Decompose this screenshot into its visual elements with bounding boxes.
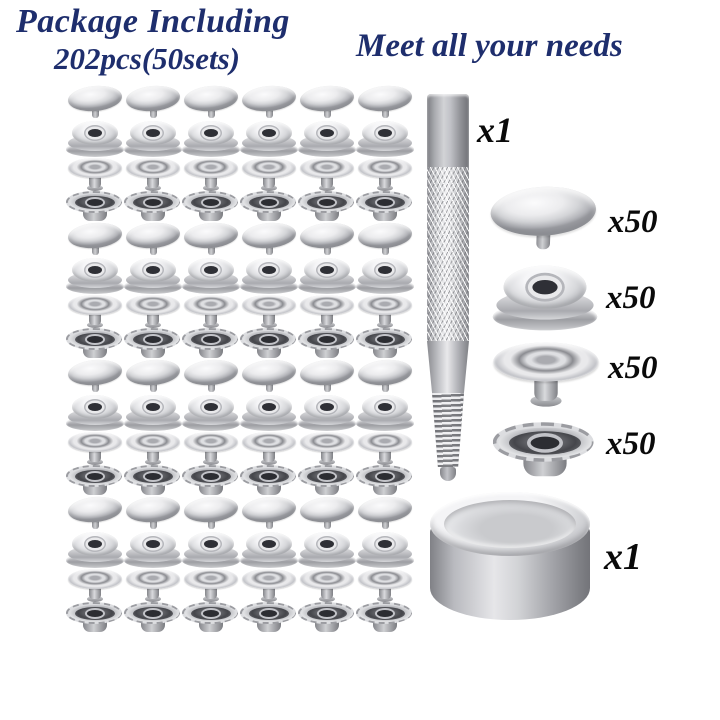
snap-cap xyxy=(183,360,239,394)
snap-grid-cell xyxy=(298,602,356,631)
snap-grid-cell xyxy=(66,121,124,157)
snap-grid-cell xyxy=(356,223,414,257)
snap-cap xyxy=(67,86,123,120)
snap-grid-cell xyxy=(356,295,414,327)
snap-grid-cell xyxy=(182,602,240,631)
snap-grid-cell xyxy=(240,86,298,120)
snap-grid-cell xyxy=(124,158,182,190)
snap-grid-cell xyxy=(298,497,356,531)
snap-cap xyxy=(357,360,413,394)
snap-stud xyxy=(358,158,412,191)
snap-eyelet xyxy=(240,191,298,223)
snap-socket xyxy=(298,121,356,157)
snap-eyelet xyxy=(182,465,240,497)
snap-socket xyxy=(240,395,298,431)
snap-stud xyxy=(242,569,296,602)
snap-grid-cell xyxy=(124,497,182,531)
snap-grid-cell xyxy=(182,328,240,357)
snap-grid-cell xyxy=(240,569,298,601)
snap-socket xyxy=(66,258,124,294)
snap-socket xyxy=(298,532,356,568)
snap-grid-cell xyxy=(240,602,298,631)
snap-eyelet xyxy=(493,422,597,480)
snap-socket xyxy=(182,532,240,568)
snap-grid-cell xyxy=(298,395,356,431)
snap-socket xyxy=(356,121,414,157)
snap-stud xyxy=(184,569,238,602)
snap-grid-cell xyxy=(240,191,298,220)
snap-cap xyxy=(183,497,239,531)
snap-grid-cell xyxy=(124,191,182,220)
snap-cap xyxy=(125,86,181,120)
snap-eyelet-large xyxy=(516,435,574,467)
snap-cap xyxy=(241,360,297,394)
snap-socket xyxy=(298,395,356,431)
snap-eyelet xyxy=(298,328,356,360)
die-qty-label: x1 xyxy=(604,536,642,578)
snap-socket xyxy=(124,395,182,431)
snap-grid-cell xyxy=(356,432,414,464)
snap-grid-cell xyxy=(182,258,240,294)
snap-stud xyxy=(300,569,354,602)
snap-grid-cell xyxy=(124,360,182,394)
snap-grid-cell xyxy=(182,223,240,257)
socket-qty-label: x50 xyxy=(606,280,656,316)
snap-grid-cell xyxy=(240,121,298,157)
snap-grid-cell xyxy=(124,121,182,157)
snap-stud xyxy=(184,158,238,191)
snap-socket xyxy=(356,532,414,568)
stud-qty-label: x50 xyxy=(608,350,658,386)
punch-tool xyxy=(427,94,469,484)
snap-stud xyxy=(300,295,354,328)
punch-neck xyxy=(427,341,469,393)
snap-stud xyxy=(300,432,354,465)
snap-grid-cell xyxy=(66,223,124,257)
snap-grid-cell xyxy=(66,191,124,220)
snap-grid-cell xyxy=(182,295,240,327)
snap-grid-cell xyxy=(298,532,356,568)
snap-socket xyxy=(356,395,414,431)
snap-eyelet xyxy=(240,328,298,360)
snap-cap xyxy=(183,86,239,120)
punch-qty-label: x1 xyxy=(477,110,513,150)
snap-grid-cell xyxy=(356,395,414,431)
snap-cap xyxy=(299,223,355,257)
snap-grid-cell xyxy=(240,328,298,357)
snap-cap xyxy=(67,497,123,531)
snap-grid-cell xyxy=(124,532,182,568)
snap-socket xyxy=(124,258,182,294)
snap-grid-cell xyxy=(182,432,240,464)
snap-cap xyxy=(241,223,297,257)
snap-grid-cell xyxy=(298,191,356,220)
snap-grid-cell xyxy=(298,258,356,294)
snap-grid-cell xyxy=(298,86,356,120)
snap-eyelet xyxy=(66,328,124,360)
snap-cap xyxy=(299,360,355,394)
snap-eyelet xyxy=(240,465,298,497)
snap-grid-cell xyxy=(240,395,298,431)
snap-grid-cell xyxy=(356,497,414,531)
snap-grid-cell xyxy=(182,360,240,394)
package-title: Package Including xyxy=(16,3,290,40)
snap-grid-cell xyxy=(124,569,182,601)
snap-cap xyxy=(67,223,123,257)
snap-grid-cell xyxy=(182,191,240,220)
snap-cap xyxy=(125,360,181,394)
snap-stud xyxy=(358,432,412,465)
snap-set-group xyxy=(66,360,416,494)
snap-socket xyxy=(356,258,414,294)
snap-grid-cell xyxy=(298,328,356,357)
snap-grid-cell xyxy=(124,395,182,431)
snap-grid-cell xyxy=(182,465,240,494)
snap-stud xyxy=(68,569,122,602)
snap-grid-cell xyxy=(298,432,356,464)
snap-socket xyxy=(124,121,182,157)
snap-grid-cell xyxy=(124,258,182,294)
snap-grid-cell xyxy=(356,360,414,394)
snap-grid-cell xyxy=(124,465,182,494)
snap-grid-cell xyxy=(356,158,414,190)
snap-grid xyxy=(66,86,416,634)
snap-socket xyxy=(240,121,298,157)
snap-cap xyxy=(241,497,297,531)
snap-grid-cell xyxy=(356,191,414,220)
snap-grid-cell xyxy=(124,328,182,357)
punch-handle xyxy=(427,94,469,167)
snap-eyelet xyxy=(66,191,124,223)
snap-stud xyxy=(300,158,354,191)
snap-eyelet xyxy=(124,328,182,360)
snap-socket xyxy=(298,258,356,294)
snap-socket xyxy=(240,258,298,294)
snap-grid-cell xyxy=(298,223,356,257)
snap-grid-cell xyxy=(240,223,298,257)
snap-grid-cell xyxy=(66,158,124,190)
snap-cap xyxy=(299,497,355,531)
snap-stud xyxy=(126,432,180,465)
snap-set-group xyxy=(66,497,416,631)
snap-grid-cell xyxy=(240,497,298,531)
snap-grid-cell xyxy=(66,569,124,601)
snap-cap xyxy=(67,360,123,394)
snap-cap xyxy=(357,223,413,257)
snap-cap xyxy=(241,86,297,120)
snap-grid-cell xyxy=(66,532,124,568)
snap-grid-cell xyxy=(124,295,182,327)
snap-grid-cell xyxy=(66,360,124,394)
snap-eyelet xyxy=(66,465,124,497)
snap-socket xyxy=(182,121,240,157)
snap-socket xyxy=(240,532,298,568)
snap-stud xyxy=(493,342,598,406)
snap-grid-cell xyxy=(356,121,414,157)
punch-knurl-grip xyxy=(427,167,469,341)
snap-socket-large xyxy=(516,280,574,316)
package-count: 202pcs(50sets) xyxy=(54,41,240,76)
base-die-tool xyxy=(430,492,590,628)
snap-set-group xyxy=(66,223,416,357)
snap-grid-cell xyxy=(66,258,124,294)
snap-stud xyxy=(68,295,122,328)
snap-eyelet xyxy=(298,465,356,497)
snap-eyelet xyxy=(356,191,414,223)
snap-eyelet xyxy=(240,602,298,634)
snap-grid-cell xyxy=(356,465,414,494)
snap-socket xyxy=(182,258,240,294)
snap-grid-cell xyxy=(356,328,414,357)
snap-grid-cell xyxy=(182,569,240,601)
snap-grid-cell xyxy=(356,86,414,120)
snap-grid-cell xyxy=(356,532,414,568)
snap-socket xyxy=(66,121,124,157)
snap-grid-cell xyxy=(124,86,182,120)
snap-socket xyxy=(493,266,597,331)
snap-grid-cell xyxy=(182,121,240,157)
snap-eyelet xyxy=(124,465,182,497)
snap-stud xyxy=(242,158,296,191)
slogan: Meet all your needs xyxy=(356,28,623,64)
snap-grid-cell xyxy=(66,497,124,531)
snap-eyelet xyxy=(124,602,182,634)
snap-stud xyxy=(184,295,238,328)
snap-socket xyxy=(124,532,182,568)
snap-socket xyxy=(66,395,124,431)
snap-grid-cell xyxy=(124,602,182,631)
snap-grid-cell xyxy=(240,295,298,327)
snap-eyelet xyxy=(356,465,414,497)
snap-cap xyxy=(357,86,413,120)
snap-eyelet xyxy=(298,602,356,634)
snap-stud xyxy=(126,158,180,191)
snap-eyelet xyxy=(182,328,240,360)
snap-grid-cell xyxy=(240,158,298,190)
snap-grid-cell xyxy=(66,86,124,120)
snap-stud xyxy=(358,569,412,602)
snap-cap-large xyxy=(515,203,571,237)
snap-grid-cell xyxy=(66,432,124,464)
snap-stud-large xyxy=(519,358,573,391)
snap-eyelet xyxy=(182,191,240,223)
snap-cap xyxy=(299,86,355,120)
snap-grid-cell xyxy=(240,465,298,494)
punch-tip xyxy=(440,467,456,481)
snap-grid-cell xyxy=(356,602,414,631)
snap-grid-cell xyxy=(240,258,298,294)
snap-cap xyxy=(487,185,598,255)
snap-grid-cell xyxy=(298,465,356,494)
base-die-dish xyxy=(444,500,576,548)
snap-grid-cell xyxy=(356,569,414,601)
eyelet-qty-label: x50 xyxy=(606,426,656,462)
snap-grid-cell xyxy=(240,360,298,394)
snap-cap xyxy=(125,497,181,531)
snap-stud xyxy=(242,295,296,328)
snap-grid-cell xyxy=(298,121,356,157)
snap-socket xyxy=(66,532,124,568)
snap-stud xyxy=(242,432,296,465)
snap-stud xyxy=(126,295,180,328)
snap-cap xyxy=(357,497,413,531)
snap-grid-cell xyxy=(66,395,124,431)
snap-grid-cell xyxy=(124,223,182,257)
snap-grid-cell xyxy=(298,295,356,327)
snap-grid-cell xyxy=(66,602,124,631)
snap-grid-cell xyxy=(182,497,240,531)
cap-qty-label: x50 xyxy=(608,204,658,240)
snap-eyelet xyxy=(298,191,356,223)
snap-stud xyxy=(358,295,412,328)
snap-grid-cell xyxy=(298,360,356,394)
snap-grid-cell xyxy=(182,86,240,120)
snap-grid-cell xyxy=(298,158,356,190)
snap-cap xyxy=(183,223,239,257)
snap-stud xyxy=(68,432,122,465)
snap-grid-cell xyxy=(182,158,240,190)
snap-eyelet xyxy=(356,602,414,634)
snap-set-group xyxy=(66,86,416,220)
snap-stud xyxy=(126,569,180,602)
snap-grid-cell xyxy=(182,532,240,568)
snap-stud xyxy=(68,158,122,191)
snap-grid-cell xyxy=(124,432,182,464)
snap-eyelet xyxy=(356,328,414,360)
snap-grid-cell xyxy=(66,295,124,327)
snap-eyelet xyxy=(182,602,240,634)
snap-grid-cell xyxy=(240,432,298,464)
snap-grid-cell xyxy=(356,258,414,294)
snap-grid-cell xyxy=(182,395,240,431)
snap-cap xyxy=(125,223,181,257)
snap-grid-cell xyxy=(66,328,124,357)
snap-grid-cell xyxy=(240,532,298,568)
snap-stud xyxy=(184,432,238,465)
punch-threaded-tip xyxy=(427,393,469,467)
snap-grid-cell xyxy=(66,465,124,494)
snap-socket xyxy=(182,395,240,431)
snap-grid-cell xyxy=(298,569,356,601)
snap-eyelet xyxy=(66,602,124,634)
snap-eyelet xyxy=(124,191,182,223)
